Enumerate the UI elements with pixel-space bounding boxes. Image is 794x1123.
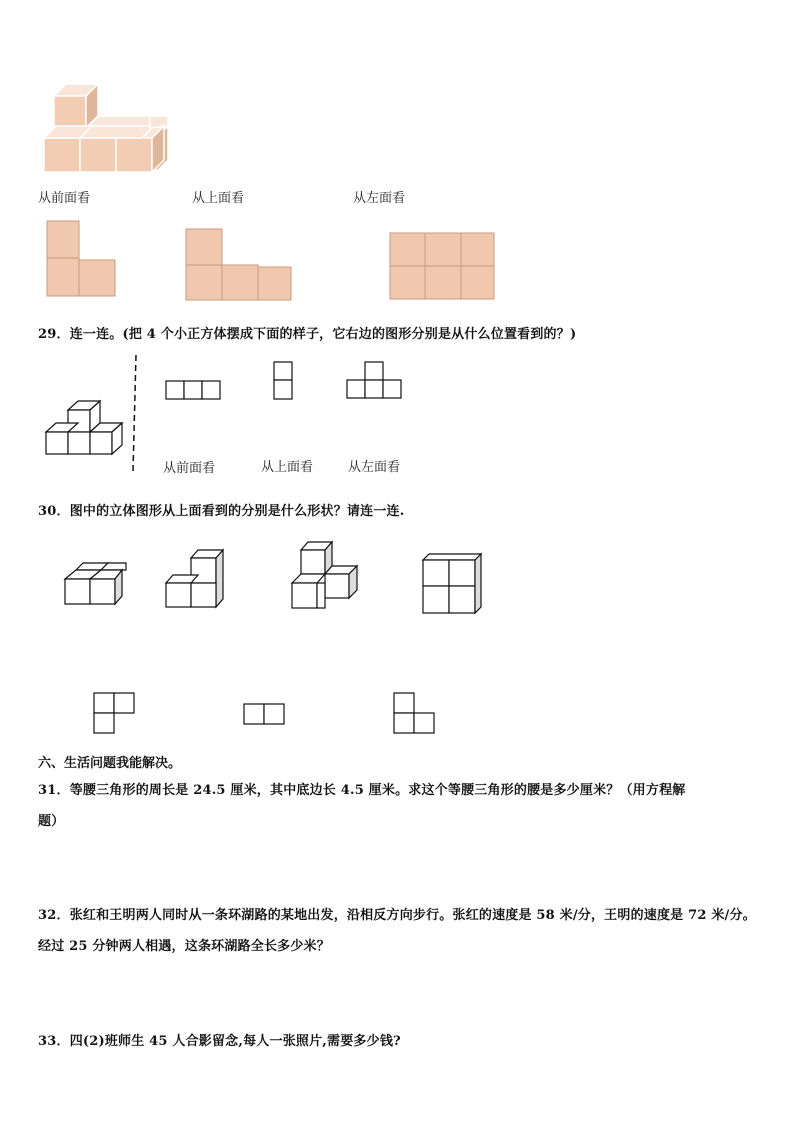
q33-text: 33．四(2)班师生 45 人合影留念,每人一张照片,需要多少钱? <box>38 1034 401 1049</box>
q29-view-shape-c <box>346 361 404 403</box>
cube-top <box>54 84 98 128</box>
q30-solid-b <box>165 548 229 610</box>
q29-view-shape-b <box>273 361 295 403</box>
q31-line1: 31．等腰三角形的周长是 24.5 厘米，其中底边长 4.5 厘米。求这个等腰三角形的腰是多少厘米？（用方程解 <box>38 783 686 798</box>
q30-solid-c <box>291 541 361 611</box>
q29-text: 29．连一连。(把 4 个小正方体摆成下面的样子，它右边的图形分别是从什么位置看到的？) <box>38 327 577 342</box>
q31-line2: 题） <box>38 814 65 829</box>
section-6-heading: 六、生活问题我能解决。 <box>38 756 182 771</box>
q29-dashed-divider <box>133 355 139 473</box>
q30-solid-d <box>420 552 486 616</box>
q30-top-view-b <box>243 703 287 727</box>
q30-text: 30．图中的立体图形从上面看到的分别是什么形状？请连一连. <box>38 504 405 519</box>
q28-label-top: 从上面看 <box>192 191 245 206</box>
q28-view-left-shape <box>389 232 497 302</box>
q29-view-shape-a <box>165 380 221 402</box>
q29-cube-figure <box>44 398 136 462</box>
q32-line1: 32．张红和王明两人同时从一条环湖路的某地出发，沿相反方向步行。张红的速度是 58 米/分，王明的速度是 72 米/分。 <box>38 908 756 923</box>
q28-cube-figure <box>40 78 210 188</box>
q30-solid-a <box>64 562 128 608</box>
q30-top-view-c <box>393 692 437 736</box>
q28-view-top-shape <box>185 228 295 302</box>
q28-label-front: 从前面看 <box>38 191 91 206</box>
q29-label-left: 从左面看 <box>348 460 401 475</box>
q28-label-left: 从左面看 <box>353 191 406 206</box>
q29-label-top: 从上面看 <box>261 460 314 475</box>
q29-label-front: 从前面看 <box>163 461 216 476</box>
q28-view-front-shape <box>46 220 118 300</box>
q32-line2: 经过 25 分钟两人相遇，这条环湖路全长多少米？ <box>38 939 330 954</box>
q30-top-view-a <box>93 692 137 736</box>
